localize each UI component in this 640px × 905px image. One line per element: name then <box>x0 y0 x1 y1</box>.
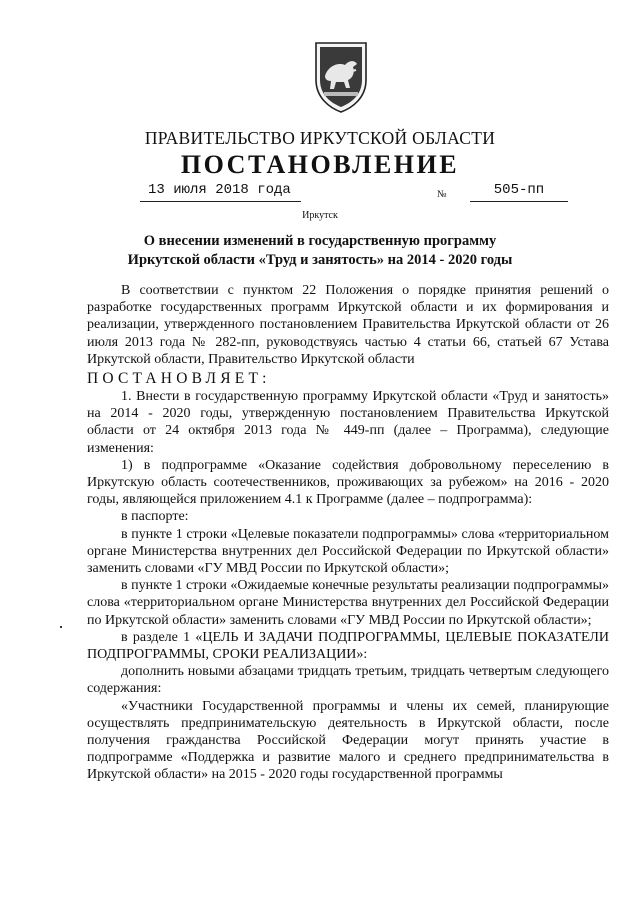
paragraph-1: 1. Внести в государственную программу Иркутской области «Труд и занятость» на 2014 - 2020 годы, утвержденную постановлением Правительства Иркутской области от 24 октября 2013 года № 449-пп (далее – Программа), следующие изменения: <box>87 389 609 456</box>
paragraph-7: дополнить новыми абзацами тридцать третьим, тридцать четвертым следующего содержания: <box>87 664 609 697</box>
scan-speck <box>60 626 62 628</box>
paragraph-2: 1) в подпрограмме «Оказание содействия добровольному переселению в Иркутскую область соотечественников, проживающих за рубежом» на 2016 - 2020 годы, являющейся приложением 4.1 к Программе (далее – подпрограмма): <box>87 457 609 508</box>
title-line-1: О внесении изменений в государственную программу <box>143 233 497 249</box>
title-line-2: Иркутской области «Труд и занятость» на 2014 - 2020 годы <box>127 252 513 268</box>
paragraph-8: «Участники Государственной программы и члены их семей, планирующие осуществлять предпринимательскую деятельность в Иркутской области, после получения гражданства Российской Федерации могут принять участие в подпрограмме «Поддержка и развитие малого и среднего предпринимательства в Иркутской области» на 2015 - 2020 годы государственной программы <box>87 698 609 783</box>
document-body <box>87 282 609 784</box>
paragraph-3: в паспорте: <box>121 509 189 525</box>
government-name: ПРАВИТЕЛЬСТВО ИРКУТСКОЙ ОБЛАСТИ <box>144 128 496 148</box>
document-number <box>470 182 568 198</box>
number-underline <box>470 201 568 202</box>
paragraph-6: в разделе 1 «ЦЕЛЬ И ЗАДАЧИ ПОДПРОГРАММЫ, ЦЕЛЕВЫЕ ПОКАЗАТЕЛИ ПОДПРОГРАММЫ, СРОКИ РЕАЛИЗАЦИИ»: <box>87 629 609 663</box>
number-sign: № <box>437 189 447 200</box>
paragraph-5: в пункте 1 строки «Ожидаемые конечные результаты реализации подпрограммы» слова «территориальном органе Министерства внутренних дел Российской Федерации по Иркутской области» заменить словами «ГУ МВД России по Иркутской области»; <box>87 578 609 628</box>
document-type: ПОСТАНОВЛЕНИЕ <box>180 150 460 179</box>
city: Иркутск <box>302 210 338 221</box>
date-value: 13 июля 2018 года <box>148 182 291 198</box>
document-date <box>148 182 291 198</box>
number-value: 505-пп <box>493 182 545 198</box>
coat-of-arms-icon <box>312 40 370 114</box>
date-underline <box>140 201 301 202</box>
preamble-paragraph: В соответствии с пунктом 22 Положения о порядке принятия решений о разработке государственных программ Иркутской области и их формирования и реализации, утвержденного постановлением Правительства Иркутской области от 26 июля 2013 года № 282-пп, руководствуясь частью 4 статьи 66, статьей 67 Устава Иркутской области, Правительство Иркутской области <box>87 283 609 367</box>
paragraph-4: в пункте 1 строки «Целевые показатели подпрограммы» слова «территориальном органе Министерства внутренних дел Российской Федерации по Иркутской области» заменить словами «ГУ МВД России по Иркутской области»; <box>87 526 609 577</box>
document-title <box>115 232 525 270</box>
decree-word: ПОСТАНОВЛЯЕТ: <box>87 370 271 388</box>
